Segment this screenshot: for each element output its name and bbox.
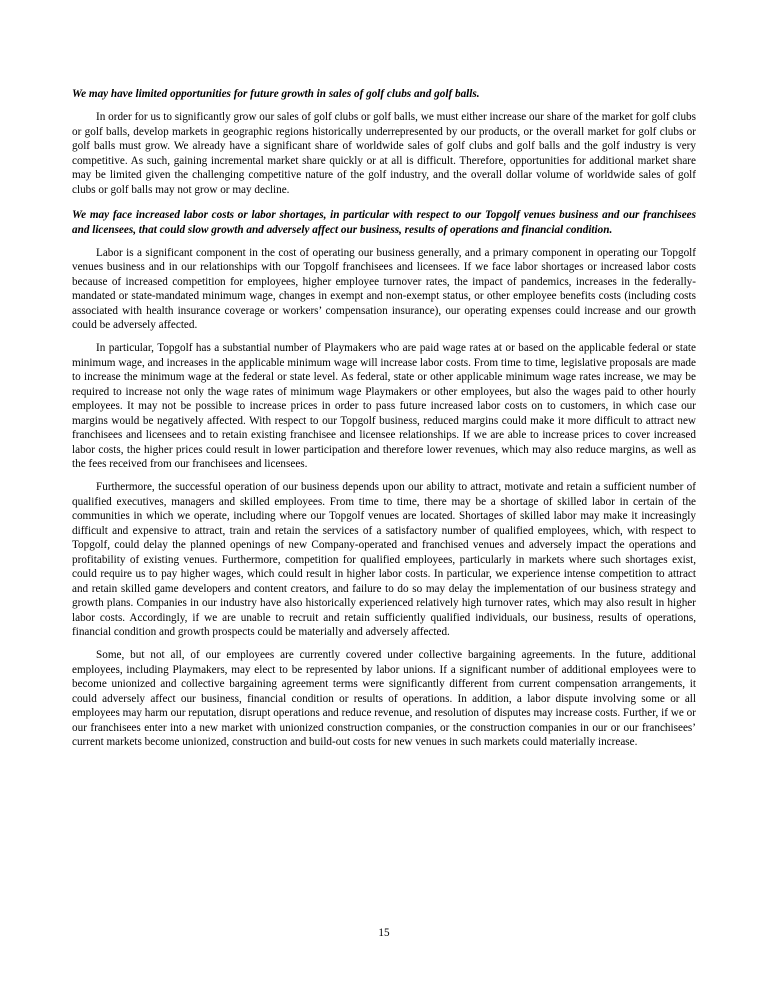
risk-factor-heading-golf-growth: We may have limited opportunities for future growth in sales of golf clubs and golf balls.	[72, 88, 480, 100]
paragraph-golf-market-share: In order for us to significantly grow our sales of golf clubs or golf balls, we must either increase our share of the market for golf clubs or golf balls, develop markets in geographic regions historically underrepresented by our products, or the overall market for golf clubs or golf balls must grow. We already have a significant share of worldwide sales of golf clubs and golf balls and the golf industry is very competitive. As such, gaining incremental market share quickly or at all is difficult. Therefore, opportunities for additional market share may be limited given the challenging competitive nature of the golf industry, and the overall dollar volume of worldwide sales of golf clubs or golf balls may not grow or may decline.	[72, 111, 696, 196]
paragraph-skilled-labor-shortage: Furthermore, the successful operation of our business depends upon our ability to attract, motivate and retain a sufficient number of qualified executives, managers and skilled employees. From time to time, there may be a shortage of skilled labor in certain of the communities in which we operate, including where our Topgolf venues are located. Shortages of skilled labor may make it increasingly difficult and expensive to attract, train and retain the services of a satisfactory number of qualified employees, which, with respect to Topgolf, could delay the planned openings of new Company-operated and franchised venues and adversely impact the operations and profitability of existing venues. Furthermore, competition for qualified employees, particularly in markets where such shortages exist, could require us to pay higher wages, which could result in higher labor costs. In particular, we experience intense competition to attract and retain skilled game developers and content creators, and failure to do so may delay the implementation of our business strategy and growth plans. Companies in our industry have also historically experienced relatively high turnover rates, which may also result in higher labor costs. Accordingly, if we are unable to recruit and retain sufficiently qualified individuals, our business, results of operations, financial condition and growth prospects could be materially and adversely affected.	[72, 481, 696, 638]
paragraph-collective-bargaining: Some, but not all, of our employees are currently covered under collective bargaining agreements. In the future, additional employees, including Playmakers, may elect to be represented by labor unions. If a significant number of additional employees were to become unionized and collective bargaining agreement terms were significantly different from current compensation arrangements, it could adversely affect our business, financial condition or results of operations. In addition, a labor dispute involving some or all employees may harm our reputation, disrupt operations and reduce revenue, and resolution of disputes may increase costs. Further, if we or our franchisees enter into a new market with unionized construction companies, or the construction companies in our or our franchisees’ current markets become unionized, construction and build-out costs for new venues in such markets could materially increase.	[72, 649, 696, 748]
paragraph-labor-cost-component: Labor is a significant component in the cost of operating our business generally, and a primary component in operating our Topgolf venues business and in our relationships with our Topgolf franchisees and licensees. If we face labor shortages or increased labor costs because of increased competition for employees, higher employee turnover rates, the impact of pandemics, increases in the federally-mandated or state-mandated minimum wage, changes in exempt and non-exempt status, or other employee benefits costs (including costs associated with health insurance coverage or workers’ compensation insurance), our operating expenses could increase and our growth could be adversely affected.	[72, 246, 696, 331]
risk-factor-heading-labor-costs: We may face increased labor costs or labor shortages, in particular with respect to our Topgolf venues business and our franchisees and licensees, that could slow growth and adversely affect our business, results of operations and financial condition.	[72, 209, 696, 236]
page-number: 15	[378, 927, 390, 939]
paragraph-minimum-wage-playmakers: In particular, Topgolf has a substantial number of Playmakers who are paid wage rates at or based on the applicable federal or state minimum wage, and increases in the applicable minimum wage will increase labor costs. From time to time, legislative proposals are made to increase the minimum wage at the federal or state level. As federal, state or other applicable minimum wage rates increase, we may be required to increase not only the wage rates of minimum wage Playmakers or other employees, but also the wages paid to other hourly employees. It may not be possible to increase prices in order to pass future increased labor costs on to customers, in which case our margins would be negatively affected. With respect to our Topgolf business, reduced margins could make it more difficult to attract new franchisees and licensees and to retain existing franchisee and licensee relationships. If we are able to increase prices to cover increased labor costs, the higher prices could result in lower participation and therefore lower revenues, which may also reduce margins, as well as the fees received from our franchisees and licensees.	[72, 342, 696, 470]
